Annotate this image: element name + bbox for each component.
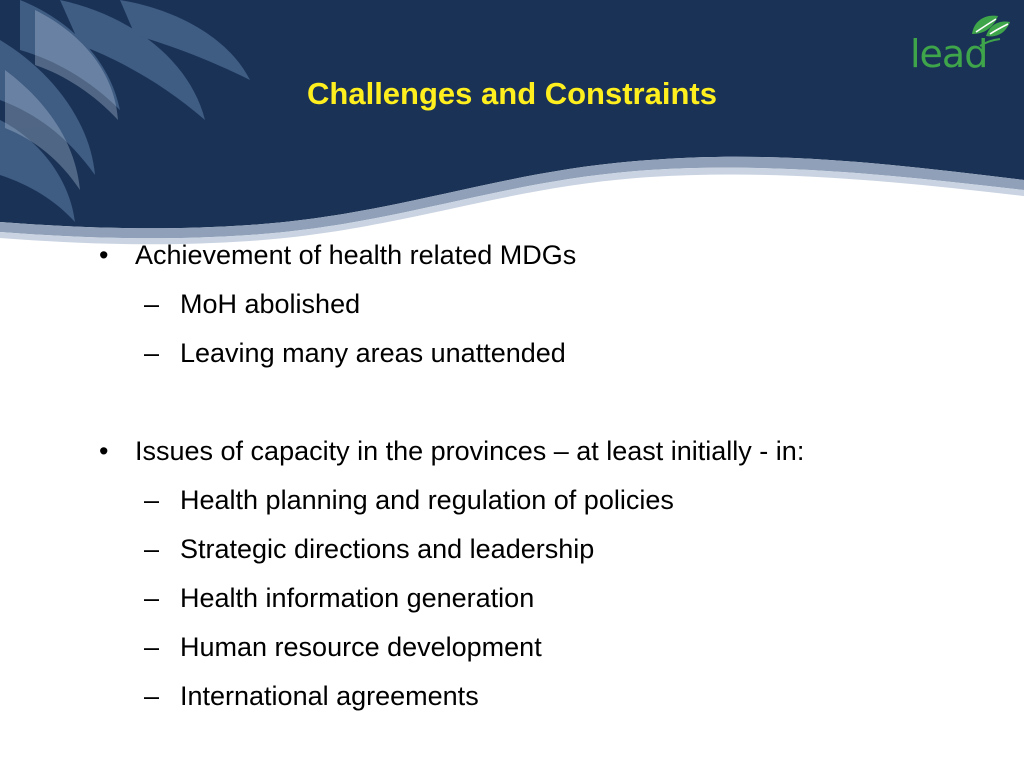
dash-icon: –	[144, 485, 160, 515]
sub-item-text: Human resource development	[180, 632, 542, 662]
sub-item-text: Strategic directions and leadership	[180, 534, 595, 564]
slide-title: Challenges and Constraints	[307, 76, 717, 111]
dash-icon: –	[144, 289, 160, 319]
sub-item	[144, 289, 361, 320]
dash-icon: –	[144, 534, 160, 564]
sub-item-text: Leaving many areas unattended	[180, 338, 566, 368]
lead-logo	[908, 12, 1014, 78]
sub-item	[144, 338, 566, 369]
sub-item-text: International agreements	[180, 681, 479, 711]
dash-icon: –	[144, 632, 160, 662]
bullet-icon: •	[99, 240, 109, 270]
bullet-icon: •	[99, 436, 109, 466]
sub-item	[144, 583, 535, 614]
dash-icon: –	[144, 338, 160, 368]
sub-item-text: Health information generation	[180, 583, 535, 613]
sub-item-text: MoH abolished	[180, 289, 361, 319]
dash-icon: –	[144, 583, 160, 613]
bullet-text: Achievement of health related MDGs	[135, 240, 577, 270]
header-background	[0, 0, 1024, 260]
sub-item-text: Health planning and regulation of policies	[180, 485, 674, 515]
sub-item	[144, 681, 479, 712]
logo-text: lead	[910, 32, 988, 76]
sub-item	[144, 485, 674, 516]
sub-item	[144, 534, 595, 565]
bullet-text: Issues of capacity in the provinces – at least initially - in:	[135, 436, 805, 466]
dash-icon: –	[144, 681, 160, 711]
bullet-item	[99, 436, 805, 467]
sub-item	[144, 632, 542, 663]
bullet-item	[99, 240, 577, 271]
